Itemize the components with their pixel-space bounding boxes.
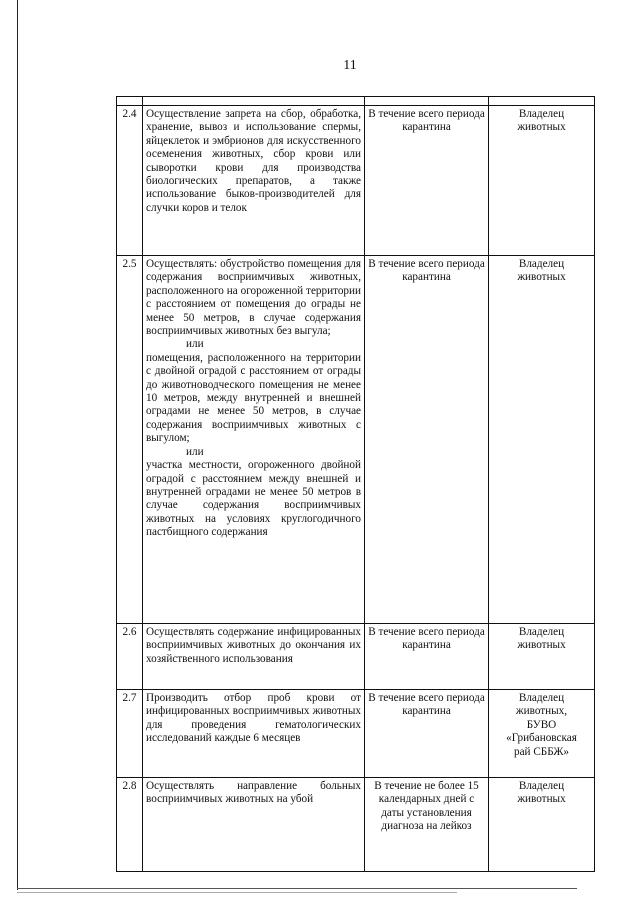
action-part: участка местности, огороженного двойной оградой с расстоянием между внешней и внутренней оградами не менее 50 метров в случае содержания восприимчивых животных на условиях круглогодичного пастбищного содержания bbox=[146, 459, 361, 539]
table-row bbox=[117, 778, 595, 872]
page-number: 11 bbox=[343, 58, 357, 73]
measures-table bbox=[116, 96, 595, 872]
row-number: 2.6 bbox=[117, 624, 143, 690]
responsible-line: животных bbox=[517, 121, 566, 134]
responsible-line: «Грибановская bbox=[506, 732, 577, 745]
row-action: Осуществлять направление больных восприимчивых животных на убой bbox=[143, 778, 365, 872]
action-part: помещения, расположенного на территории с двойной оградой с расстоянием от ограды до животноводческого помещения не менее 10 метров, между внутренней и внешней оградами не менее 50 метров, в случае содержания восприимчивых животных с выгулом; bbox=[146, 351, 361, 445]
row-action: Осуществление запрета на сбор, обработка, хранение, вывоз и использование спермы, яйцеклеток и эмбрионов для искусственного осеменения животных, сбор крови или сыворотки крови для производства биологических препаратов, а также использование быков-производителей для случки коров и телок bbox=[143, 106, 365, 256]
row-responsible bbox=[489, 106, 595, 256]
responsible-line: животных bbox=[517, 793, 566, 806]
responsible-line: животных bbox=[517, 271, 566, 284]
table-row bbox=[117, 106, 595, 256]
responsible-line: животных, bbox=[515, 705, 568, 718]
row-responsible bbox=[489, 624, 595, 690]
responsible-line: Владелец bbox=[518, 108, 565, 120]
row-term: В течение всего периода карантина bbox=[365, 106, 489, 256]
row-responsible bbox=[489, 778, 595, 872]
responsible-line: Владелец bbox=[518, 780, 565, 792]
responsible-line: БУВО bbox=[526, 718, 557, 731]
table-row bbox=[117, 690, 595, 778]
row-responsible bbox=[489, 690, 595, 778]
row-number: 2.4 bbox=[117, 106, 143, 256]
row-number: 2.7 bbox=[117, 690, 143, 778]
row-term: В течение всего периода карантина bbox=[365, 624, 489, 690]
row-action: Осуществлять содержание инфицированных восприимчивых животных до окончания их хозяйственного использования bbox=[143, 624, 365, 690]
row-number: 2.8 bbox=[117, 778, 143, 872]
row-responsible bbox=[489, 256, 595, 624]
or-separator: или bbox=[186, 338, 204, 351]
table-row bbox=[117, 256, 595, 624]
responsible-line: рай СББЖ» bbox=[514, 745, 569, 758]
scan-edge bbox=[17, 892, 457, 893]
row-term: В течение всего периода карантина bbox=[365, 256, 489, 624]
table-header-strip bbox=[117, 97, 595, 106]
responsible-line: Владелец bbox=[518, 626, 565, 638]
row-term: В течение не более 15 календарных дней с даты установления диагноза на лейкоз bbox=[365, 778, 489, 872]
row-number: 2.5 bbox=[117, 256, 143, 624]
action-part: Осуществлять: обустройство помещения для содержания восприимчивых животных, расположенного на огороженной территории с расстоянием от помещения до ограды не менее 50 метров, в случае содержания восприимчивых животных без выгула; bbox=[146, 258, 361, 338]
scan-edge bbox=[17, 888, 577, 889]
scan-edge bbox=[17, 0, 18, 890]
responsible-line: животных bbox=[517, 639, 566, 652]
row-term: В течение всего периода карантина bbox=[365, 690, 489, 778]
responsible-line: Владелец bbox=[518, 258, 565, 270]
or-separator: или bbox=[186, 445, 204, 458]
responsible-line: Владелец bbox=[518, 692, 565, 704]
row-action bbox=[143, 256, 365, 624]
table-row bbox=[117, 624, 595, 690]
row-action: Производить отбор проб крови от инфицированных восприимчивых животных для проведения гематологических исследований каждые 6 месяцев bbox=[143, 690, 365, 778]
